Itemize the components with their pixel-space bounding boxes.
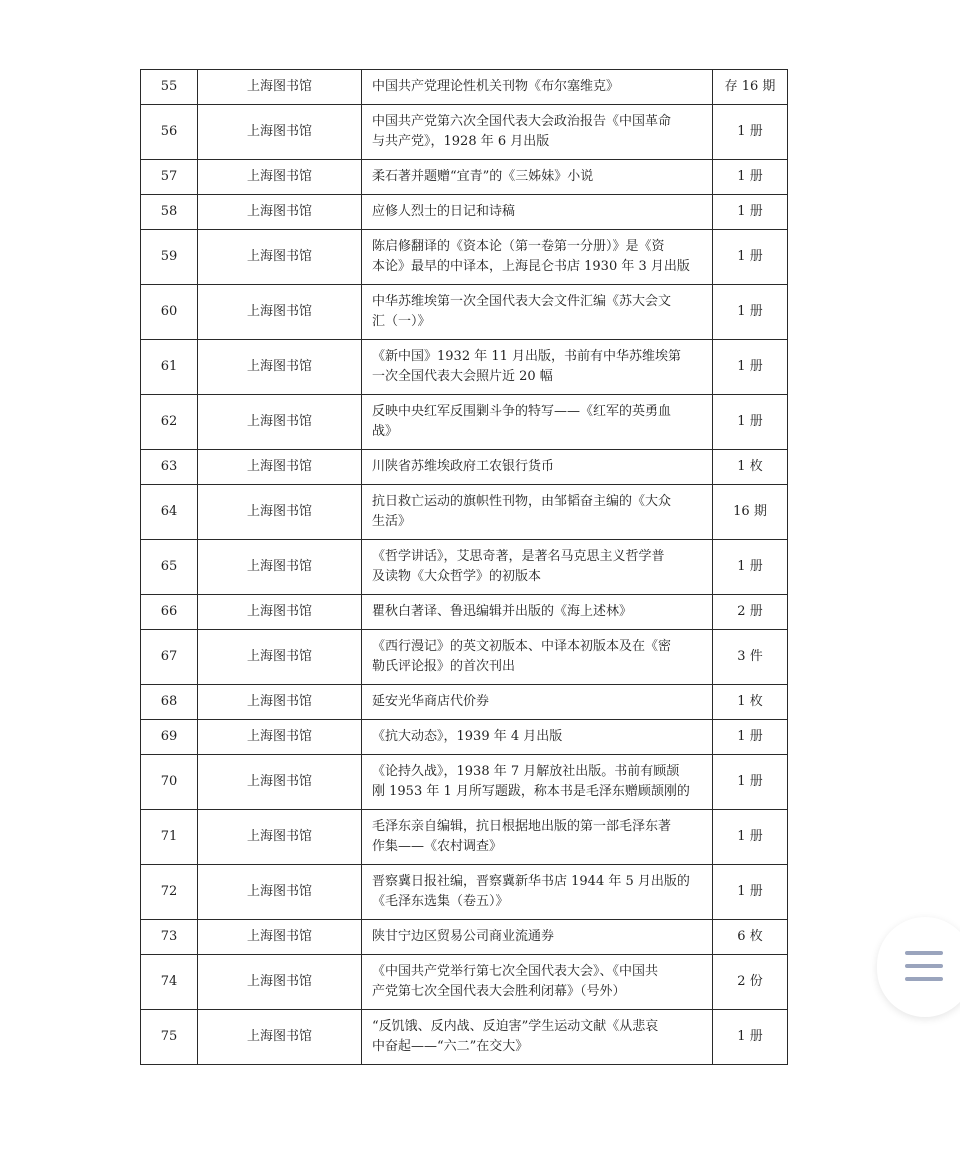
table-row [141, 920, 788, 955]
row-number: 73 [141, 920, 198, 955]
table-body [141, 70, 788, 1065]
row-number: 75 [141, 1010, 198, 1065]
description-line: 本论》最早的中译本，上海昆仑书店 1930 年 3 月出版 [372, 259, 690, 274]
holding-library: 上海图书馆 [198, 920, 362, 955]
row-number: 69 [141, 720, 198, 755]
holding-library: 上海图书馆 [198, 810, 362, 865]
description-line: 产党第七次全国代表大会胜利闭幕》（号外） [372, 984, 626, 999]
item-quantity: 1 册 [713, 810, 788, 865]
table-row [141, 160, 788, 195]
collection-table [140, 69, 788, 1065]
floating-menu-button[interactable] [877, 917, 960, 1017]
row-number: 60 [141, 285, 198, 340]
item-quantity: 1 册 [713, 285, 788, 340]
item-quantity: 存 16 期 [713, 70, 788, 105]
holding-library: 上海图书馆 [198, 450, 362, 485]
table-row [141, 450, 788, 485]
item-description [362, 70, 713, 105]
item-description [362, 685, 713, 720]
description-line: 反映中央红军反围剿斗争的特写——《红军的英勇血 [372, 404, 672, 419]
item-quantity: 1 枚 [713, 450, 788, 485]
item-quantity: 2 份 [713, 955, 788, 1010]
holding-library: 上海图书馆 [198, 105, 362, 160]
description-line: 与共产党》，1928 年 6 月出版 [372, 134, 550, 149]
description-line: 陕甘宁边区贸易公司商业流通券 [372, 929, 555, 944]
holding-library: 上海图书馆 [198, 540, 362, 595]
row-number: 68 [141, 685, 198, 720]
item-description [362, 485, 713, 540]
description-line: 晋察冀日报社编，晋察冀新华书店 1944 年 5 月出版的 [372, 874, 690, 889]
description-line: 瞿秋白著译、鲁迅编辑并出版的《海上述林》 [372, 604, 633, 619]
table-row [141, 685, 788, 720]
item-quantity: 6 枚 [713, 920, 788, 955]
holding-library: 上海图书馆 [198, 685, 362, 720]
item-description [362, 195, 713, 230]
holding-library: 上海图书馆 [198, 955, 362, 1010]
description-line: 一次全国代表大会照片近 20 幅 [372, 369, 553, 384]
row-number: 58 [141, 195, 198, 230]
hamburger-menu-icon [905, 951, 943, 981]
item-quantity: 1 册 [713, 720, 788, 755]
item-quantity: 1 册 [713, 755, 788, 810]
item-quantity: 1 册 [713, 160, 788, 195]
item-quantity: 16 期 [713, 485, 788, 540]
description-line: 生活》 [372, 514, 412, 529]
item-quantity: 3 件 [713, 630, 788, 685]
row-number: 59 [141, 230, 198, 285]
description-line: 延安光华商店代价券 [372, 694, 490, 709]
table-row [141, 865, 788, 920]
table-row [141, 1010, 788, 1065]
item-description [362, 160, 713, 195]
table-row [141, 540, 788, 595]
holding-library: 上海图书馆 [198, 1010, 362, 1065]
holding-library: 上海图书馆 [198, 865, 362, 920]
row-number: 56 [141, 105, 198, 160]
item-description [362, 285, 713, 340]
description-line: 川陕省苏维埃政府工农银行货币 [372, 459, 555, 474]
description-line: 战》 [372, 424, 399, 439]
item-description [362, 230, 713, 285]
item-description [362, 720, 713, 755]
row-number: 67 [141, 630, 198, 685]
row-number: 63 [141, 450, 198, 485]
holding-library: 上海图书馆 [198, 230, 362, 285]
table-row [141, 485, 788, 540]
item-description [362, 955, 713, 1010]
description-line: “反饥饿、反内战、反迫害”学生运动文献《从悲哀 [372, 1019, 659, 1034]
table-row [141, 70, 788, 105]
description-line: 汇（一）》 [372, 314, 431, 329]
holding-library: 上海图书馆 [198, 755, 362, 810]
table-row [141, 720, 788, 755]
description-line: 柔石著并题赠“宜青”的《三姊妹》小说 [372, 169, 594, 184]
description-line: 《毛泽东选集（卷五）》 [372, 894, 509, 909]
table-row [141, 340, 788, 395]
description-line: 及读物《大众哲学》的初版本 [372, 569, 542, 584]
description-line: 中国共产党理论性机关刊物《布尔塞维克》 [372, 79, 620, 94]
item-quantity: 1 册 [713, 1010, 788, 1065]
holding-library: 上海图书馆 [198, 195, 362, 230]
row-number: 57 [141, 160, 198, 195]
row-number: 66 [141, 595, 198, 630]
item-description [362, 540, 713, 595]
row-number: 71 [141, 810, 198, 865]
table-row [141, 755, 788, 810]
item-quantity: 1 册 [713, 540, 788, 595]
item-quantity: 1 册 [713, 865, 788, 920]
item-description [362, 755, 713, 810]
description-line: 刚 1953 年 1 月所写题跋，称本书是毛泽东赠顾颉刚的 [372, 784, 690, 799]
description-line: 抗日救亡运动的旗帜性刊物，由邹韬奋主编的《大众 [372, 494, 672, 509]
item-description [362, 450, 713, 485]
holding-library: 上海图书馆 [198, 720, 362, 755]
description-line: 作集——《农村调查》 [372, 839, 503, 854]
row-number: 65 [141, 540, 198, 595]
table-row [141, 630, 788, 685]
row-number: 74 [141, 955, 198, 1010]
item-description [362, 340, 713, 395]
description-line: 《西行漫记》的英文初版本、中译本初版本及在《密 [372, 639, 672, 654]
description-line: 陈启修翻译的《资本论（第一卷第一分册）》是《资 [372, 239, 665, 254]
holding-library: 上海图书馆 [198, 630, 362, 685]
row-number: 64 [141, 485, 198, 540]
description-line: 中国共产党第六次全国代表大会政治报告《中国革命 [372, 114, 672, 129]
table-row [141, 595, 788, 630]
item-quantity: 1 册 [713, 105, 788, 160]
item-quantity: 1 枚 [713, 685, 788, 720]
table-row [141, 955, 788, 1010]
item-quantity: 1 册 [713, 395, 788, 450]
row-number: 55 [141, 70, 198, 105]
row-number: 70 [141, 755, 198, 810]
table-row [141, 195, 788, 230]
item-description [362, 630, 713, 685]
description-line: 应修人烈士的日记和诗稿 [372, 204, 516, 219]
item-quantity: 2 册 [713, 595, 788, 630]
item-description [362, 810, 713, 865]
description-line: 中华苏维埃第一次全国代表大会文件汇编《苏大会文 [372, 294, 672, 309]
description-line: 《哲学讲话》，艾思奇著，是著名马克思主义哲学普 [372, 549, 665, 564]
description-line: 《抗大动态》，1939 年 4 月出版 [372, 729, 563, 744]
item-quantity: 1 册 [713, 195, 788, 230]
holding-library: 上海图书馆 [198, 395, 362, 450]
holding-library: 上海图书馆 [198, 160, 362, 195]
table-row [141, 230, 788, 285]
item-description [362, 1010, 713, 1065]
item-description [362, 920, 713, 955]
item-description [362, 105, 713, 160]
holding-library: 上海图书馆 [198, 70, 362, 105]
table-row [141, 395, 788, 450]
holding-library: 上海图书馆 [198, 285, 362, 340]
description-line: 《新中国》1932 年 11 月出版，书前有中华苏维埃第 [372, 349, 682, 364]
holding-library: 上海图书馆 [198, 340, 362, 395]
item-quantity: 1 册 [713, 340, 788, 395]
description-line: 《中国共产党举行第七次全国代表大会》、《中国共 [372, 964, 659, 979]
description-line: 中奋起——“六二”在交大》 [372, 1039, 529, 1054]
description-line: 毛泽东亲自编辑，抗日根据地出版的第一部毛泽东著 [372, 819, 672, 834]
description-line: 《论持久战》，1938 年 7 月解放社出版。书前有顾颉 [372, 764, 680, 779]
item-description [362, 595, 713, 630]
row-number: 61 [141, 340, 198, 395]
table-row [141, 810, 788, 865]
item-description [362, 865, 713, 920]
item-description [362, 395, 713, 450]
table-row [141, 105, 788, 160]
description-line: 勒氏评论报》的首次刊出 [372, 659, 516, 674]
row-number: 62 [141, 395, 198, 450]
table-row [141, 285, 788, 340]
item-quantity: 1 册 [713, 230, 788, 285]
holding-library: 上海图书馆 [198, 595, 362, 630]
row-number: 72 [141, 865, 198, 920]
holding-library: 上海图书馆 [198, 485, 362, 540]
